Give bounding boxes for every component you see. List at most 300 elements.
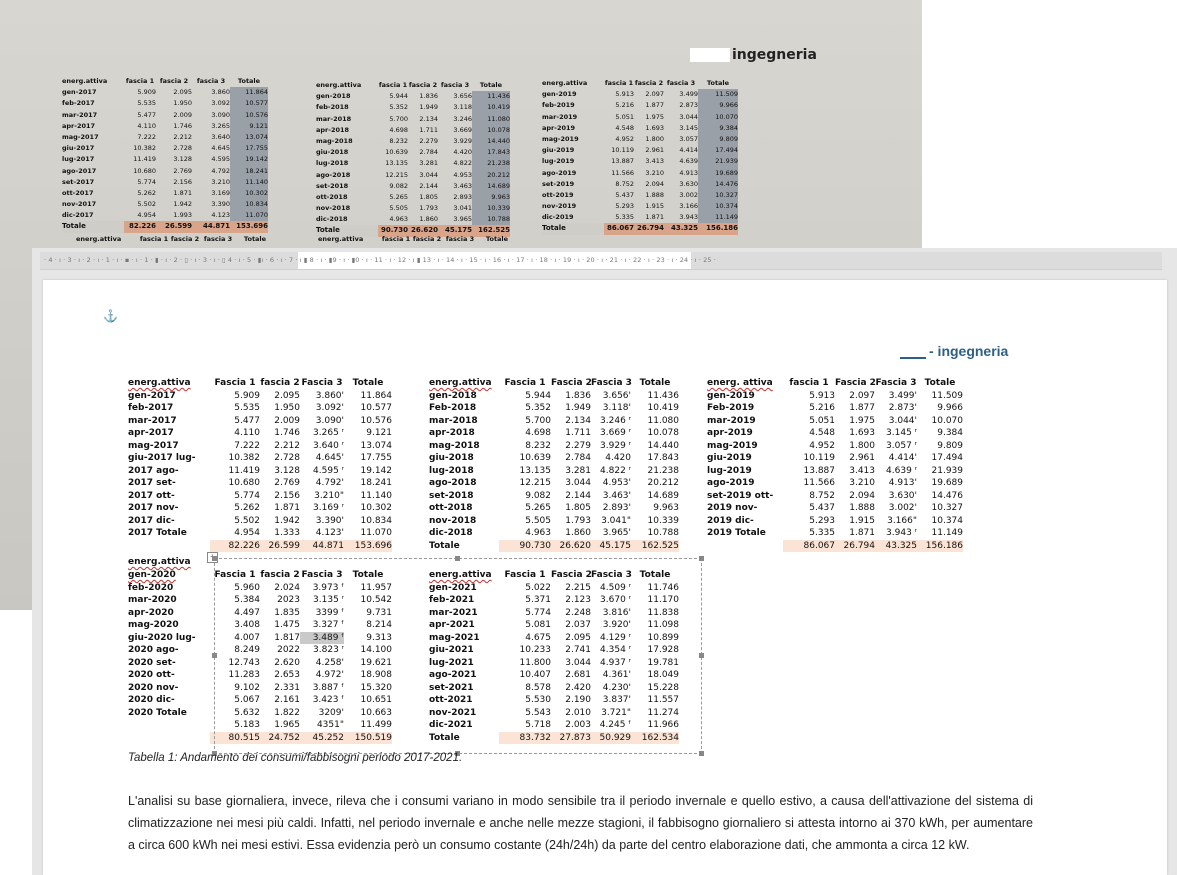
cell-value: 1.860 [419,215,438,224]
cell-value: fascia 2 [170,235,200,243]
row-label: energ. attiva [707,378,773,388]
table-row [429,465,679,478]
photo-table-2021-header [318,234,516,245]
cell-value: 4.007 [234,632,260,643]
cell-value: fascia 3 [203,235,233,243]
cell-value: 9.963 [653,503,679,513]
cell-value: 11.436 [647,390,679,401]
cell-value: 19.689 [698,168,738,179]
cell-value: 2.215 [565,582,591,593]
cell-value: 1.333 [274,528,300,538]
row-label: set-2017 [62,177,95,186]
cell-value: 10.119 [803,453,835,463]
cell-value: 3.408 [234,620,260,630]
cell-value: 2.144 [419,181,438,190]
cell-value: 5.774 [525,607,551,618]
cell-value: 1.942 [274,515,300,526]
cell-value: 1.950 [274,403,300,413]
row-label: feb-2017 [62,99,95,108]
cell-value: 4.230' [602,682,631,693]
cell-value: 153.696 [236,222,268,231]
cell-value: 3.246 ʳ [600,415,631,426]
cell-value: 4.953 [453,170,472,179]
table-row [128,515,392,528]
row-label: dic-2018 [429,528,473,538]
cell-value: fascia 3 [440,81,470,89]
cell-value: 9.121 [230,121,268,132]
cell-value: 4.698 [525,428,551,438]
row-label: set-2018 [316,181,349,190]
cell-value: 2.095 [274,390,300,401]
table-row [62,188,268,199]
row-label: ott-2017 [62,188,94,197]
row-label: gen-2017 [62,88,97,97]
cell-value: 45.175 [599,540,631,551]
row-label: apr-2021 [429,620,475,630]
cell-value: 10.407 [519,670,551,680]
cell-value: 150.519 [354,732,392,743]
cell-value: 11.566 [803,478,835,488]
cell-value: 8.214 [366,620,392,630]
row-label: gen-2021 [429,582,477,593]
cell-value: 11.283 [228,670,260,680]
cell-value: 11.140 [360,490,392,501]
table-2017[interactable] [128,377,392,552]
cell-value: 2.024 [274,582,300,593]
cell-value: 5.262 [234,503,260,513]
row-label: lug-2018 [316,159,349,168]
cell-value: 5.293 [809,515,835,526]
cell-value: 11.419 [228,465,260,476]
row-label: dic-2019 [542,213,574,222]
cell-value: 10.302 [230,188,268,199]
cell-value: 11.080 [647,415,679,426]
cell-value: 2.784 [565,453,591,463]
cell-value: 4.963 [525,528,551,538]
cell-value: 17.843 [472,147,510,158]
table-row [542,212,738,223]
cell-value: 3.823 ʳ [313,645,344,655]
row-label: ago-2018 [316,170,351,179]
cell-value: 10.788 [647,528,679,538]
table-row [429,402,679,415]
cell-value: fascia 2 [634,79,664,87]
document-page[interactable] [43,280,1167,875]
cell-value: 1.746 [173,121,192,130]
table-row [128,502,392,515]
cell-value: 162.534 [641,732,679,743]
cell-value: 3.044 [679,112,698,121]
cell-value: 1.805 [419,192,438,201]
cell-value: 2022 [277,645,300,655]
cell-value: 5.913 [809,390,835,401]
resize-handle[interactable] [699,751,704,756]
row-label: ago-2021 [429,670,477,680]
row-label: mag-2021 [429,632,480,643]
row-label: 2019 Totale [707,528,766,538]
cell-value: 5.335 [615,213,634,222]
cell-value: 4.675 [525,632,551,643]
cell-value: 2.212 [173,132,192,141]
cell-value: 1.746 [274,428,300,438]
cell-value: 11.274 [647,707,679,718]
cell-value: 83.732 [519,732,551,743]
cell-value: 86.067 [803,540,835,551]
cell-value: 13.135 [385,159,408,168]
cell-value: 2.769 [274,478,300,488]
resize-handle[interactable] [455,556,460,561]
cell-value: 3.860' [315,390,344,401]
table-row [62,166,268,177]
cell-value: 5.067 [234,695,260,705]
row-label: lug-2019 [707,465,752,476]
cell-value: 3.169 [211,188,230,197]
row-label: mar-2018 [429,415,478,426]
cell-value: 10.374 [698,201,738,212]
cell-value: 3.390 [211,200,230,209]
table-row [542,201,738,212]
cell-value: fascia 2 [412,235,442,243]
cell-value: 2.156 [173,177,192,186]
cell-value: 18.241 [360,478,392,488]
cell-value: 3.920' [602,620,631,630]
cell-value: 11.557 [647,695,679,705]
cell-value: 14.100 [360,645,392,655]
cell-value: 9.082 [525,490,551,501]
table-row [429,490,679,503]
row-label: energ.attiva [429,570,492,580]
cell-value: 1.822 [274,707,300,718]
table-row [707,502,963,515]
cell-value: 21.939 [698,156,738,167]
cell-value: 3.210 [849,478,875,488]
cell-value: 156.186 [925,540,963,551]
cell-value: 5.265 [525,503,551,513]
row-label: set-2019 ott- [707,490,774,501]
cell-value: 3.640 [211,132,230,141]
cell-value: 5.371 [525,595,551,605]
cell-value: 3.210 [211,177,230,186]
row-label: apr-2017 [62,121,96,130]
table-row [316,170,510,181]
cell-value: 2023 [277,595,300,605]
row-label: set-2019 [542,179,575,188]
cell-value: 3.887 ᶠ [312,682,344,693]
table-row [318,234,516,245]
cell-value: 8.752 [809,490,835,501]
cell-value: 9.102 [234,682,260,693]
cell-value: 14.440 [647,440,679,451]
anchor-icon[interactable]: ⚓ [103,309,118,323]
cell-value: 3.669 [453,125,472,134]
cell-value: 5.944 [525,390,551,401]
row-label: apr-2018 [316,125,350,134]
row-label: giu-2021 [429,645,474,655]
row-label: giu-2018 [316,148,349,157]
cell-value: 8.578 [525,682,551,693]
cell-value: fascia 1 [789,378,829,388]
cell-value: fascia 2 [159,77,189,85]
cell-value: fascia 1 [604,79,634,87]
cell-value: 1.949 [565,403,591,413]
cell-value: 3.246 [453,114,472,123]
cell-value: 3.118 [453,103,472,112]
row-label: 2020 set- [128,657,176,668]
cell-value: Fascia 1 [504,378,546,388]
cell-value: 2.961 [645,146,664,155]
row-label: set-2018 [429,490,474,501]
row-label: giu-2019 [707,453,752,463]
cell-value: 3.044 [565,478,591,488]
row-label: giu-2018 [429,453,474,463]
resize-handle[interactable] [699,556,704,561]
cell-value: 10.119 [611,146,634,155]
cell-value: Totale [479,81,503,89]
cell-value: 3.929 [453,136,472,145]
row-label: mag-2017 [128,440,179,451]
cell-value: 13.135 [519,465,551,476]
cell-value: 27.873 [559,732,591,743]
cell-value: 26.599 [164,222,192,231]
cell-value: 11.509 [931,390,963,401]
table-row [429,440,679,453]
cell-value: 3.281 [565,465,591,476]
cell-value: 1.793 [419,204,438,213]
cell-value: 2.279 [565,440,591,451]
row-label: mag-2020 [128,620,179,630]
row-label: Feb-2018 [429,403,477,413]
cell-value: 9.082 [389,181,408,190]
table-row [542,112,738,123]
row-label: giu-2017 lug- [128,453,196,463]
cell-value: 2.331 [274,682,300,693]
cell-value: 45.252 [312,732,344,743]
cell-value: 43.325 [885,540,917,551]
body-paragraph: L'analisi su base giornaliera, invece, rileva che i consumi variano in modo sensibile tra il periodo invernale e quello estivo, a causa dell'attivazione del sistema di climatizzazione nei mesi più caldi. Infatti, nel periodo invernale e anche nelle mezze stagioni, il fabbisogno giornaliero si attesta intorno ai 370 kWh, per aumentare a circa 600 kWh nei mesi estivi. Essa evidenzia però un consumo costante (24h/24h) da parte del centro elaborazione dati, che ammonta a circa 12 kW. [128,794,1033,852]
table-row [707,415,963,428]
cell-value: 5.505 [525,515,551,526]
cell-value: 3.499' [888,390,917,401]
cell-value: 10.639 [519,453,551,463]
row-label [128,732,210,745]
table-row [707,402,963,415]
cell-value: 17.755 [230,143,268,154]
row-label: mar-2017 [128,415,177,426]
cell-value: 3.118' [602,403,631,413]
cell-value: 3.057 [679,134,698,143]
table-row [128,452,392,465]
table-row [128,402,392,415]
row-label: 2019 nov- [707,503,758,513]
row-label: 2020 ott- [128,670,175,680]
row-label: ago-2019 [542,168,577,177]
cell-value: 2.095 [173,88,192,97]
cell-value: 21.939 [931,465,963,476]
cell-value: 3.656' [602,390,631,401]
row-label: mar-2019 [542,112,578,121]
cell-value: 9.966 [937,403,963,413]
resize-handle[interactable] [212,653,217,658]
row-label: energ.attiva [316,81,362,89]
row-label: apr-2018 [429,428,475,438]
table-row [542,145,738,156]
table-row [707,440,963,453]
cell-value: 13.887 [611,157,634,166]
cell-value: Totale [639,570,671,580]
cell-value: 3.210" [314,490,344,501]
table-row [707,515,963,528]
cell-value: 8.232 [389,136,408,145]
cell-value: 4.645 [211,144,230,153]
row-label [128,540,210,553]
cell-value: 1.915 [849,515,875,526]
cell-value: 5.384 [234,595,260,605]
cell-value: 2.095 [565,632,591,643]
cell-value: 3.413 [849,465,875,476]
cell-value: Totale [237,77,261,85]
cell-value: 2.620 [274,657,300,668]
cell-value: 2.212 [274,440,300,451]
cell-value: 8.752 [615,179,634,188]
cell-value: 10.327 [931,503,963,513]
cell-value: 19.689 [931,478,963,488]
table-row [429,377,679,390]
cell-value: 9.731 [366,607,392,618]
cell-value: 2.009 [173,110,192,119]
cell-value: 2.653 [274,670,300,680]
cell-value: 11.746 [647,582,679,593]
cell-value: Totale [243,235,267,243]
table-2018[interactable] [429,377,679,552]
row-label: Totale [429,732,499,745]
cell-value: 17.928 [647,645,679,655]
cell-value: 19.142 [360,465,392,476]
resize-handle[interactable] [699,653,704,658]
table-row [76,234,274,245]
cell-value: 4.509 ʳ [600,582,631,593]
cell-value: 24.752 [268,732,300,743]
cell-value: 3.044 [419,170,438,179]
table-row [542,134,738,145]
cell-value: 26.794 [636,224,664,233]
cell-value: 5.352 [389,103,408,112]
table-row [707,427,963,440]
cell-value: 3.057 ʳ [886,440,917,451]
cell-value: fascia 3 [196,77,226,85]
table-row [707,390,963,403]
row-label: nov-2018 [429,515,477,526]
table-row [429,502,679,515]
cell-value: 11.864 [360,390,392,401]
cell-value: fascia 2 [260,378,300,388]
row-label: 2019 dic- [707,515,754,526]
cell-value: 3.463 [453,181,472,190]
table-row [707,540,963,553]
cell-value: Fascia 3 [301,570,343,580]
cell-value: 4.414 [679,146,698,155]
row-label: mag-2018 [316,136,353,145]
row-label: giu-2017 [62,144,95,153]
cell-value: 13.887 [803,465,835,476]
cell-value: 5.437 [615,190,634,199]
cell-value: 2.134 [565,415,591,426]
cell-value: 13.074 [360,440,392,451]
cell-value: 3.041 [453,204,472,213]
table-2019[interactable] [707,377,963,552]
cell-value: 10.339 [472,203,510,214]
cell-value: Fascia 1 [214,570,256,580]
cell-value: 11.509 [698,89,738,100]
table-row [707,465,963,478]
cell-value: 5.216 [615,101,634,110]
row-label: giu-2020 lug- [128,632,196,643]
table-row [707,377,963,390]
cell-value: 10.899 [647,632,679,643]
cell-value: 2.420 [565,682,591,693]
cell-value: 5.700 [389,114,408,123]
cell-value: 5.774 [234,490,260,501]
cell-value: 3.281 [419,159,438,168]
cell-value: 11.149 [698,212,738,223]
row-label: lug-2019 [542,157,575,166]
cell-value: 4.792 [211,166,230,175]
cell-value: 2.144 [565,490,591,501]
resize-handle[interactable] [212,556,217,561]
cell-value: 5.081 [525,620,551,630]
cell-value: 8.232 [525,440,551,451]
row-label: apr-2019 [707,428,753,438]
cell-value: 12.215 [519,478,551,488]
cell-value: 10.788 [472,214,510,225]
row-label: feb-2017 [128,403,174,413]
cell-value: 11.957 [360,582,392,593]
cell-value: 4.913' [888,478,917,488]
cell-value: 5.265 [389,192,408,201]
cell-value: 3.640 ʳ [313,440,344,451]
cell-value: 3.002' [888,503,917,513]
horizontal-ruler[interactable] [40,252,1162,270]
row-label: 2020 dic- [128,695,175,705]
row-label: gen-2018 [316,92,351,101]
company-brand: - ingegneria [900,343,1008,359]
row-label: Totale [316,225,378,236]
cell-value: 3.166 [679,202,698,211]
cell-value: 50.929 [599,732,631,743]
cell-value: 10.834 [230,199,268,210]
cell-value: 3.965 [453,215,472,224]
cell-value: 1.711 [565,428,591,438]
cell-value: 10.339 [647,515,679,526]
cell-value: 2.094 [645,179,664,188]
cell-value: 10.078 [647,428,679,438]
cell-value: Fascia 3 [591,378,632,388]
cell-value: 11.070 [230,210,268,221]
cell-value: Totale [352,378,384,388]
cell-value: 15.228 [647,682,679,693]
cell-value: 10.070 [931,415,963,426]
cell-value: 26.794 [843,540,875,551]
table-row [542,223,738,234]
cell-value: 5.960 [234,582,260,593]
cell-value: 1.793 [565,515,591,526]
row-label: dic-2017 [62,211,94,220]
cell-value: 3399 ᶠ [315,607,344,618]
table-row [316,136,510,147]
table-selection-frame[interactable] [214,558,702,754]
row-label: energ.attiva [318,235,364,243]
cell-value: 1.877 [849,403,875,413]
row-label: mar-2020 [128,595,177,605]
